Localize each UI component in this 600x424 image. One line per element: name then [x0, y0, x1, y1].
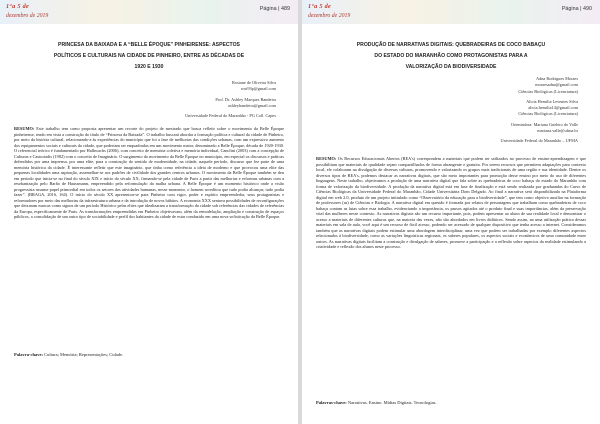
author-line: Universidade Federal do Maranhão - PG Coll. Capes — [185, 113, 276, 119]
abstract-label: RESUMO: — [316, 156, 337, 161]
left-abstract — [14, 126, 284, 220]
title-line: PRODUÇÃO DE NARRATIVAS DIGITAIS: QUEBRADEIRAS DE COCO BABAÇU — [356, 42, 546, 48]
abstract-text: Os Recursos Educacionais Abertos (REA's) correspondem a materiais que podem ser utilizados no processo de ensino-aprendizagem e que possibilitam que materiais de qualidade sejam compartilhados de forma abrangente e gratuita. Por serem recursos que permitem adaptações para contexto local, ele colaboram na divulgação de diversas culturas, promovendo e valorizando os grupos mais tradicionais de uma região e sua identidade. Dentre os diversos tipos de REA's, podemos destacar as narrativas digitais, que são meio importantes para promoção desse ensino por meio do uso de diferentes linguagens. Neste trabalho, objetivamos a produção de uma narrativa digital que fala sobre as quebradeiras de coco babaçu do estado do Maranhão com forma de valorização da biodiversidade. A produção da narrativa digital está em fase de finalização e está sendo realizada por graduandas do Curso de Ciências Biológicas da Universidade Federal do Maranhão, Cidade Universitária Dom Delgado. Ao final a narrativa será disponibilizada na Plataforma digital em web 2.0, produto de um projeto intitulado como “Observatório da educação para a biodiversidade”, que tem como objetivo auxiliar na formação de professores (as) de Ciências e Biologia. A narrativa digital em questão é formada por relatos de personagens que trabalham como quebradeiras de coco babaçu contam as lutas sobre essa trabalho, evidenciando a importância, os passos agitados até o produto final e suas importâncias, além da preservação vital das mulheres nesse contexto. As narrativas digitais são um recurso importante, pois, podem apresentar ao aluno de sua realidade local e demonstrar o acesso a materiais de diferentes culturas que, na maioria das vezes, não são abordados em livros didáticos. Sendo assim, na uma utilização prática dessas materiais em sala de aula, você aqui é um recurso de fácil acesso, podendo ser acessado de qualquer dispositivo que tenha acesso a internet. Consideramos também que as narrativas digitais podem estimular uma abordagem interdisciplinar, uma vez que podem ser trabalhadas por exemplo diferentes aspectos relacionados à biodiversidade, como as variações linguísticas regionais, os saberes populares, os aspectos sociais e econômicos de uma comunidade entre outros. As narrativas digitais facilitam a construção e divulgação de saberes, promove a participação e a reflexão sobre aspectos da realidade estimulando a criatividade e reflexão dos alunos neste processo. — [316, 156, 586, 249]
author-line: Prof. Dr. Ashley Marques Bandeira — [215, 96, 276, 102]
left-page — [0, 0, 298, 424]
author-line: Alicia Hemilia Leventes Silva — [526, 98, 578, 104]
logo-line1: 1°a 5 de — [6, 3, 30, 10]
keywords-label: Palavra-chave: — [14, 352, 43, 357]
right-header-banner — [302, 0, 600, 24]
left-header-banner — [0, 0, 298, 24]
right-event-logo — [308, 2, 368, 22]
right-abstract — [316, 156, 586, 250]
abstract-text: Este trabalho tem como proposta apresentar um recorte do projeto de mestrado que busca refletir sobre o movimento da Belle Époque pinheirense, tendo em vista a construção do título de “Princesa da Baixada”. O trabalho buscará abordar a formação política e cultural da cidade de Pinheiro, por meio da história cultural, relacionando-a às experiências do município que foi a fase de melhorias das condições urbanas, com um expressivo aumento dos equipamentos sociais e culturais da cidade, que poderiam ser enquadradas em um movimento maior, denominado a Belle Époque, década de 1920-1930. O referencial teórico é fundamentado por Halbwachs (2006), com conceito de memória coletiva e memória individual, Canclini (2003) com a concepção de Culturas e Castoriadis (1982) com o conceito de Imaginário. O surgimento do movimento da Belle Époque no município, em especial os discursos e práticas defendidos por uma imprensa, por uma elite, para a construção do sentido de modernidade, na cidade, naquele período, discurso que fez parte de uma memória histórica da cidade. É interessante refletir que este imaginário, que tinha como referência a ideia de moderno e que provocou uma elite das pequenas localidades uma aspiração, assemelhar-se aos padrões de civilidade dos grandes centros urbanos. O movimento da Belle Époque também se deu em período que inicia-se no final do século XIX e início do século XX, firmando-se pela cidade de Paris a partir das melhorias e reformas urbanas com a reurbanização pelo Barão de Haussmann, empreendido pela reformulação da malha urbana. A Belle Époque é um momento histórico onde a visão progressista assume papel primordial em todos os setores das atividades humanas, nesse momento, o homem acreditou que tudo podia alcançar, tudo podia fazer”. (BRAGA, 2016, 164). O início do século XX apresentou-se para Pinheiro com vigor, poder e espírito empreendedor, seus protagonistas e reformadores por meio das melhorias da infraestrutura urbana e da introdução de novos hábitos. A economia XXX sentava possibilidades de reconfigurações que deixaram marcas como signos de um período Histórico pelas elites que idealizaram a transformação da cidade sob referências das cidades de referências da Europa, especificamente de Paris. As transformações empreendidas em Pinheiro objetivavam, além da remodelação, ampliação e construção de espaços públicos, a consolidação de um outro tipo de sociabilidade e perfil dos habitantes da cidade de estar conduzido em uma nova sofisticação da Belle Époque. — [14, 126, 284, 219]
title-line: DO ESTADO DO MARANHÃO COMO PROTAGONISTAS PARA A — [374, 53, 528, 59]
right-keywords — [316, 400, 586, 405]
logo-line2: dezembro de 2019 — [6, 13, 49, 19]
logo-line2: dezembro de 2019 — [308, 13, 351, 19]
title-line: 1920 E 1930 — [134, 64, 164, 70]
author-line: rosi93p@gmail.com — [240, 86, 276, 92]
right-page-number: Página | 490 — [561, 6, 592, 12]
title-line: PRINCESA DA BAIXADA E A “BELLE ÉPOQUE” PINHEIRENSE: ASPECTOS — [58, 42, 240, 48]
author-line: moraesadna@gmail.com — [535, 82, 578, 88]
author-line: Ciências Biológicas (Licenciatura) — [518, 111, 578, 117]
right-article-title — [330, 40, 572, 73]
right-authors — [501, 76, 578, 145]
logo-line1: 1°a 5 de — [308, 3, 332, 10]
keywords-text: Cultura; Memória; Representações; Cidade. — [43, 352, 124, 357]
author-line: mariana.valle@ufma.br — [537, 128, 578, 134]
right-page — [302, 0, 600, 424]
left-event-logo — [6, 2, 66, 22]
keywords-label: Palavras-chave: — [316, 400, 347, 405]
author-line: Adna Rodrigues Moraes — [535, 76, 578, 81]
left-authors — [185, 80, 276, 119]
abstract-label: RESUMO: — [14, 126, 35, 131]
author-line: Rosiane de Oliveira Silva — [231, 80, 276, 85]
title-line: POLÍTICOS E CULTURAIS NA CIDADE DE PINHEIRO, ENTRE AS DÉCADAS DE — [53, 53, 245, 59]
author-line: Ciências Biológicas (Licenciatura) — [518, 88, 578, 94]
keywords-text: Narrativas. Ensino. Mídias Digitais. Tecnologias. — [346, 400, 437, 405]
title-line: VALORIZAÇÃO DA BIODIVERSIDADE — [405, 64, 497, 70]
left-article-title — [28, 40, 270, 73]
left-keywords — [14, 352, 284, 357]
author-line: Orientadora: Mariana Guelero do Valle — [510, 121, 578, 127]
author-line: ashleybandeira@gmail.com — [228, 102, 276, 108]
author-line: alicia.hemilia14@gmail.com — [528, 105, 578, 111]
author-line: Universidade Federal do Maranhão – UFMA — [500, 138, 578, 144]
left-page-number: Página | 489 — [259, 6, 290, 12]
